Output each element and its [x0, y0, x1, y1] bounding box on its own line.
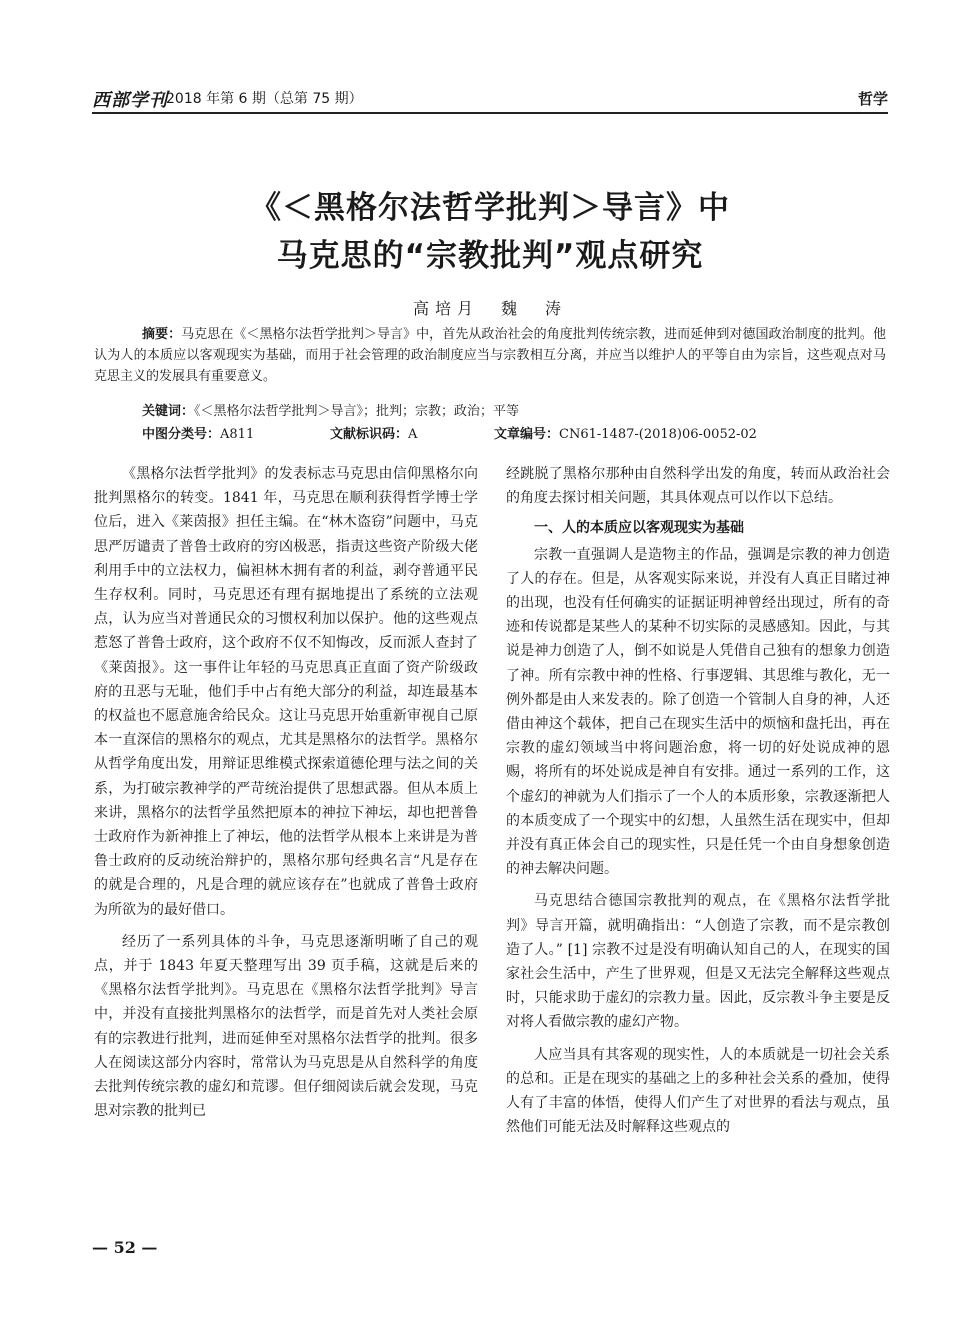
body-paragraph: 经跳脱了黑格尔那种由自然科学出发的角度，转而从政治社会的角度去探讨相关问题，其具体观点可以作以下总结。 — [506, 466, 890, 507]
document-code — [330, 423, 417, 442]
article-no-value: CN61-1487-(2018)06-0052-02 — [559, 427, 757, 442]
keywords-label: 关键词： — [142, 404, 195, 419]
clc-label: 中图分类号： — [142, 427, 221, 442]
abstract-label: 摘要： — [142, 327, 182, 342]
clc-value: A811 — [220, 427, 255, 442]
doc-code-label: 文献标识码： — [330, 427, 409, 442]
abstract-text: 马克思在《＜黑格尔法哲学批判＞导言》中，首先从政治社会的角度批判传统宗教，进而延伸到对德国政治制度的批判。他认为人的本质应以客观现实为基础，而用于社会管理的政治制度应当与宗教相互分离，并应当以维护人的平等自由为宗旨，这些观点对马克思主义的发展具有重要意义。 — [94, 327, 886, 384]
header-rule — [92, 112, 888, 114]
body-paragraph: 经历了一系列具体的斗争，马克思逐渐明晰了自己的观点，并于 1843 年夏天整理写出 39 页手稿，这就是后来的《黑格尔法哲学批判》。马克思在《黑格尔法哲学批判》导言中，并没有直接批判黑格尔的法哲学，而是首先对人类社会原有的宗教进行批判，进而延伸至对黑格尔法哲学的批判。很多人在阅读这部分内容时，常常认为马克思是从自然科学的角度去批判传统宗教的虚幻和荒谬。但仔细阅读后就会发现，马克思对宗教的批判已 — [94, 933, 478, 1120]
page-header — [92, 84, 888, 110]
body-column-right — [506, 462, 890, 1139]
body-paragraph: 宗教一直强调人是造物主的作品，强调是宗教的神力创造了人的存在。但是，从客观实际来说，并没有人真正目睹过神的出现，也没有任何确实的证据证明神曾经出现过，所有的奇迹和传说都是某些人的某种不切实际的灵感感知。因此，与其说是神力创造了人，倒不如说是人凭借自己独有的想象力创造了神。所有宗教中神的性格、行事逻辑、其思维与教化，无一例外都是由人来发表的。除了创造一个管制人自身的神，人还借由神这个载体，把自己在现实生活中的烦恼和盘托出，再在宗教的虚幻领域当中将问题治愈，将一切的好处说成神的恩赐，将所有的坏处说成是神自有安排。通过一系列的工作，这个虚幻的神就为人们指示了一个人的本质形象，宗教逐渐把人的本质变成了一个现实中的幻想，人虽然生活在现实中，但却并没有真正体会自己的现实性，只是任凭一个由自身想象创造的神去解决问题。 — [506, 546, 890, 878]
article-number — [494, 423, 757, 442]
journal-logo: 西部学刊 — [92, 90, 168, 111]
issue-info: 2018 年第 6 期（总第 75 期） — [166, 91, 363, 107]
section-heading: 一、人的本质应以客观现实为基础 — [534, 520, 744, 537]
article-title-line2: 马克思的“宗教批判”观点研究 — [276, 238, 704, 274]
keywords-text: 《＜黑格尔法哲学批判＞导言》；批判；宗教；政治；平等 — [194, 404, 520, 419]
body-column-left — [94, 462, 478, 1123]
body-paragraph: 《黑格尔法哲学批判》的发表标志马克思由信仰黑格尔向批判黑格尔的转变。1841 年，马克思在顺利获得哲学博士学位后，进入《莱茵报》担任主编。在“林木盗窃”问题中，马克思严厉谴责了普鲁士政府的穷凶极恶，指责这些资产阶级大佬利用手中的立法权力，偏袒林木拥有者的利益，剥夺普通平民生存权利。同时，马克思还有理有据地提出了系统的立法观点，认为应当对普通民众的习惯权利加以保护。他的这些观点惹怒了普鲁士政府，这个政府不仅不知悔改，反而派人查封了《莱茵报》。这一事件让年轻的马克思真正直面了资产阶级政府的丑恶与无耻，他们手中占有绝大部分的利益，却连最基本的权益也不愿意施舍给民众。这让马克思开始重新审视自己原本一直深信的黑格尔的观点，尤其是黑格尔的法哲学。黑格尔从哲学角度出发，用辩证思维模式探索道德伦理与法之间的关系，为打破宗教神学的严苛统治提供了思想武器。但从本质上来讲，黑格尔的法哲学虽然把原本的神拉下神坛，却也把普鲁士政府作为新神推上了神坛，他的法哲学从根本上来讲是为普鲁士政府的反动统治辩护的，黑格尔那句经典名言“凡是存在的就是合理的，凡是合理的就应该存在”也就成了普鲁士政府为所欲为的最好借口。 — [94, 466, 478, 918]
doc-code-value: A — [408, 427, 418, 442]
article-title-line1: 《＜黑格尔法哲学批判＞导言》中 — [250, 190, 730, 226]
section-tag: 哲学 — [857, 90, 888, 108]
body-paragraph: 马克思结合德国宗教批判的观点，在《黑格尔法哲学批判》导言开篇，就明确指出：“人创造了宗教，而不是宗教创造了人。” [1] 宗教不过是没有明确认知自己的人，在现实的国家社会生活中，产生了世界观，但是又无法完全解释这些观点时，只能求助于虚幻的宗教力量。因此，反宗教斗争主要是反对将人看做宗教的虚幻产物。 — [506, 893, 890, 1031]
authors: 高培月 魏 涛 — [412, 299, 567, 318]
page-number: — 52 — — [92, 1238, 158, 1257]
clc-number — [142, 423, 254, 442]
keywords — [142, 400, 519, 419]
abstract — [94, 324, 886, 387]
body-paragraph: 人应当具有其客观的现实性，人的本质就是一切社会关系的总和。正是在现实的基础之上的多种社会关系的叠加，使得人有了丰富的体悟，使得人们产生了对世界的看法与观点，虽然他们可能无法及时解释这些观点的 — [506, 1046, 890, 1136]
article-no-label: 文章编号： — [494, 427, 560, 442]
